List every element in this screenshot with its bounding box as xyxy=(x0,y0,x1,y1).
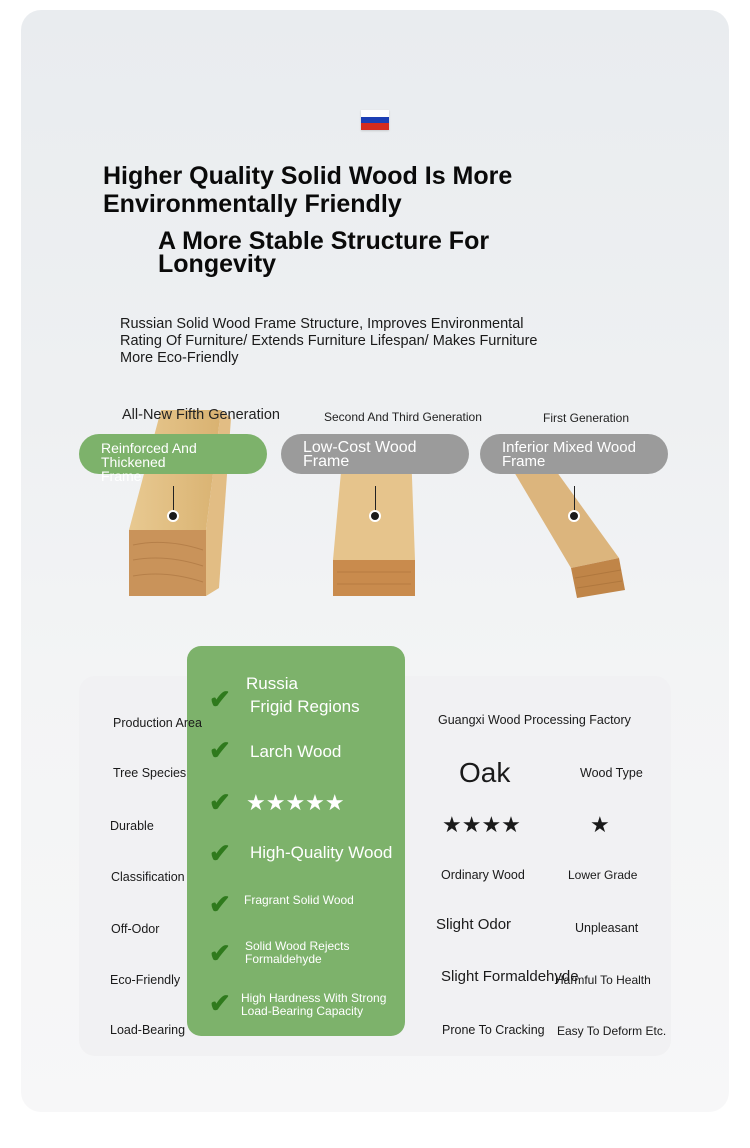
subheadline: A More Stable Structure For Longevity xyxy=(158,227,490,278)
ours-odor: Fragrant Solid Wood xyxy=(244,893,354,907)
generation-label: First Generation xyxy=(543,411,630,425)
pointer-dot xyxy=(369,510,381,522)
ours-classification: High-Quality Wood xyxy=(250,843,393,862)
generation-label: Second And Third Generation xyxy=(324,410,482,424)
check-icon: ✔ xyxy=(209,889,231,919)
check-icon: ✔ xyxy=(209,988,231,1018)
second-eco: Slight Formaldehyde xyxy=(441,968,579,985)
row-label: Off-Odor xyxy=(111,922,160,936)
third-classification: Lower Grade xyxy=(568,868,638,882)
headline: Higher Quality Solid Wood Is More Environmentally Friendly xyxy=(103,162,513,218)
row-label: Durable xyxy=(110,819,154,833)
ours-load-line1: High Hardness With Strong xyxy=(241,991,387,1005)
third-species: Wood Type xyxy=(580,766,643,780)
description: Russian Solid Wood Frame Structure, Improves Environmental Rating Of Furniture/ Extends Furniture Lifespan/ Makes Furniture More Eco-Friendly xyxy=(120,316,538,366)
ours-eco-line1: Solid Wood Rejects xyxy=(245,939,350,953)
ours-species: Larch Wood xyxy=(250,742,342,761)
generation-pill-fifth: Reinforced And Thickened Frame xyxy=(79,434,267,474)
row-label: Production Area xyxy=(113,716,202,730)
ours-area-line1: Russia xyxy=(246,674,298,693)
check-icon: ✔ xyxy=(209,938,231,968)
generation-label: All-New Fifth Generation xyxy=(122,407,280,423)
check-icon: ✔ xyxy=(209,838,231,868)
ours-eco-line2: Formaldehyde xyxy=(245,952,322,966)
third-load: Easy To Deform Etc. xyxy=(557,1024,667,1038)
second-load: Prone To Cracking xyxy=(442,1023,545,1037)
row-label: Eco-Friendly xyxy=(110,973,181,987)
second-species: Oak xyxy=(459,757,511,788)
product-card xyxy=(21,10,729,1112)
generation-pill-second: Low-Cost Wood Frame xyxy=(281,434,469,474)
russia-flag-icon xyxy=(361,110,389,130)
row-label: Classification xyxy=(111,870,185,884)
pointer-dot xyxy=(167,510,179,522)
row-label: Tree Species xyxy=(113,766,187,780)
third-odor: Unpleasant xyxy=(575,921,639,935)
pointer-dot xyxy=(568,510,580,522)
row-label: Load-Bearing xyxy=(110,1023,186,1037)
check-icon: ✔ xyxy=(209,684,231,714)
second-area: Guangxi Wood Processing Factory xyxy=(438,713,631,727)
check-icon: ✔ xyxy=(209,787,231,817)
third-eco: Harmful To Health xyxy=(555,973,651,987)
ours-area-line2: Frigid Regions xyxy=(250,697,360,716)
check-icon: ✔ xyxy=(209,735,231,765)
ours-load-line2: Load-Bearing Capacity xyxy=(241,1004,364,1018)
ours-durable-stars: ★★★★★ xyxy=(246,790,345,815)
third-durable-stars: ★ xyxy=(590,812,610,837)
second-durable-stars: ★★★★ xyxy=(442,812,521,837)
second-classification: Ordinary Wood xyxy=(441,868,525,882)
generation-pill-first: Inferior Mixed Wood Frame xyxy=(480,434,668,474)
second-odor: Slight Odor xyxy=(436,916,512,933)
